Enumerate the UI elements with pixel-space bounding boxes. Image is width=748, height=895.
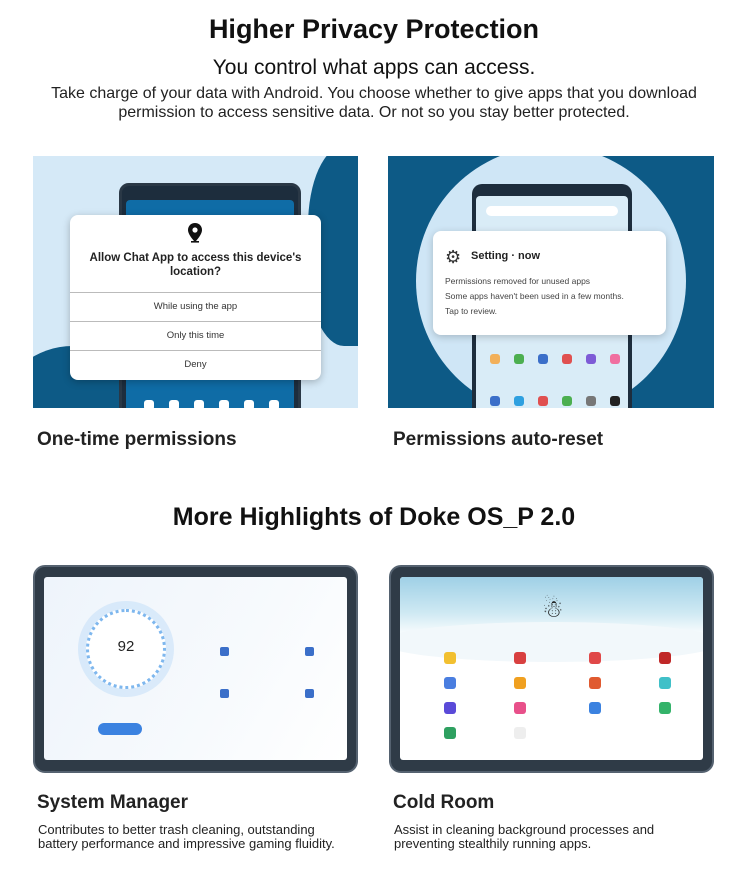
gear-icon: ⚙ <box>445 247 462 267</box>
app-icon <box>562 354 572 364</box>
page-title: Higher Privacy Protection <box>208 14 540 44</box>
gamepad-icon <box>220 689 229 698</box>
search-bar <box>486 206 618 216</box>
one-time-permissions-illustration <box>33 156 358 408</box>
app-icon <box>194 400 204 408</box>
app-dock <box>136 396 286 408</box>
notification-line: Permissions removed for unused apps <box>445 276 591 286</box>
app-icon <box>269 400 279 408</box>
app-icon <box>538 396 548 406</box>
app-dock <box>490 396 620 408</box>
one-touch-optimize-button[interactable] <box>98 723 142 735</box>
score-value: 92 <box>117 638 135 655</box>
caption-auto-reset: Permissions auto-reset <box>393 429 604 450</box>
app-tile[interactable] <box>645 652 685 666</box>
app-tile[interactable] <box>430 677 470 691</box>
page-subtitle: You control what apps can access. <box>212 56 536 79</box>
app-icon <box>490 354 500 364</box>
system-manager-description: Contributes to better trash cleaning, outstanding battery performance and impressive gaming fluidity. <box>38 822 335 851</box>
section-title: More Highlights of Doke OS_P 2.0 <box>172 503 576 531</box>
app-icon <box>219 400 229 408</box>
notification-line: Some apps haven't been used in a few months. <box>445 291 624 301</box>
location-pin-icon <box>188 223 202 249</box>
app-icon <box>169 400 179 408</box>
app-icon <box>562 396 572 406</box>
notification-line: Tap to review. <box>445 306 497 316</box>
app-tile[interactable] <box>430 702 470 716</box>
cold-room-tablet <box>389 565 714 773</box>
app-icon <box>610 396 620 406</box>
option-deny[interactable]: Deny <box>70 350 321 379</box>
app-tile[interactable] <box>575 652 615 666</box>
permission-dialog <box>70 215 321 380</box>
app-icon <box>514 354 524 364</box>
menu-item-power-saving[interactable] <box>279 647 339 660</box>
cold-room-description: Assist in cleaning background processes and preventing stealthily running apps. <box>394 822 655 851</box>
app-icon <box>538 354 548 364</box>
app-icon <box>586 396 596 406</box>
apps-icon <box>305 689 314 698</box>
page-description: Take charge of your data with Android. You choose whether to give apps that you download permission to access sensitive data. Or not so you stay better protected. <box>51 85 697 121</box>
app-icon <box>244 400 254 408</box>
dialog-title: Allow Chat App to access this device's location? <box>89 252 302 278</box>
battery-icon <box>305 647 314 656</box>
caption-system-manager: System Manager <box>37 792 189 813</box>
menu-item-free-space[interactable] <box>194 647 254 660</box>
notification-card[interactable] <box>433 231 666 335</box>
app-tile[interactable] <box>645 702 685 716</box>
app-tile[interactable] <box>500 677 540 691</box>
option-while-using[interactable]: While using the app <box>70 292 321 321</box>
app-tile[interactable] <box>500 702 540 716</box>
menu-item-game-speedup[interactable] <box>194 689 254 702</box>
app-icon <box>490 396 500 406</box>
app-tile[interactable] <box>430 727 470 741</box>
app-tile[interactable] <box>500 652 540 666</box>
caption-one-time-permissions: One-time permissions <box>37 429 237 450</box>
app-icon <box>610 354 620 364</box>
caption-cold-room: Cold Room <box>393 792 495 813</box>
app-icon <box>144 400 154 408</box>
app-icon <box>586 354 596 364</box>
option-only-this-time[interactable]: Only this time <box>70 321 321 350</box>
app-tile[interactable] <box>575 677 615 691</box>
snowman-icon: ☃ <box>542 596 564 623</box>
system-manager-tablet <box>33 565 358 773</box>
app-row <box>490 354 620 368</box>
broom-icon <box>220 647 229 656</box>
app-tile[interactable] <box>575 702 615 716</box>
tablet-screen <box>400 577 703 760</box>
menu-item-app-management[interactable] <box>279 689 339 702</box>
app-tile[interactable] <box>430 652 470 666</box>
notification-title: Setting · now <box>471 250 541 262</box>
app-tile[interactable] <box>645 677 685 691</box>
auto-reset-illustration <box>388 156 714 408</box>
tablet-screen <box>44 577 347 760</box>
app-icon <box>514 396 524 406</box>
score-ring <box>86 609 166 689</box>
add-app-tile[interactable] <box>500 727 540 741</box>
